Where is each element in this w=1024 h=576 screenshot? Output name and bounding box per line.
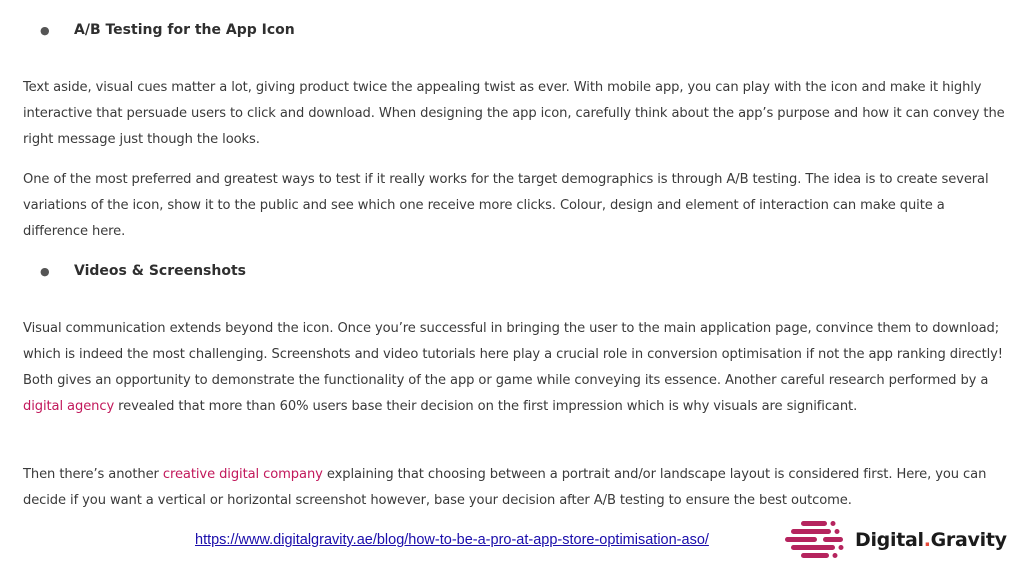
- creative-digital-company-link[interactable]: creative digital company: [162, 467, 323, 482]
- bullet-icon: ●: [40, 264, 50, 278]
- logo-dot: .: [923, 529, 931, 551]
- paragraph-ab-testing: One of the most preferred and greatest ways to test if it really works for the target demographics is through A/B testing. The idea is to create several variations of the icon, show it to the public and see which one receive more clicks. Colour, design and element of interaction can make quite a difference here.: [23, 172, 989, 239]
- paragraph-text: Visual communication extends beyond the icon. Once you’re successful in bringing the user to the main application page, convince them to download; which is indeed the most challenging. Screenshots and video tutorials here play a crucial role in conversion optimisation if not the app ranking directly! Both gives an opportunity to demonstrate the functionality of the app or game while conveying its essence. Another careful research performed by a: [23, 321, 1003, 388]
- paragraph-text: Then there’s another: [23, 467, 163, 482]
- paragraph-layout: [23, 462, 1008, 514]
- section-heading-videos: Videos & Screenshots: [74, 263, 246, 279]
- paragraph-visual-cues: Text aside, visual cues matter a lot, giving product twice the appealing twist as ever. With mobile app, you can play with the icon and make it highly interactive that persuade users to click and download. When designing the app icon, carefully think about the app’s purpose and how it can convey the right message just though the looks.: [23, 80, 1005, 147]
- source-url-link[interactable]: https://www.digitalgravity.ae/blog/how-to-be-a-pro-at-app-store-optimisation-aso/: [195, 532, 709, 548]
- bullet-videos: [40, 261, 246, 281]
- paragraph-text: revealed that more than 60% users base their decision on the first impression which is why visuals are significant.: [114, 399, 858, 414]
- logo-mark-icon: [785, 520, 847, 560]
- logo-word-gravity: Gravity: [930, 529, 1007, 551]
- paragraph-text: explaining that choosing between a portrait and/or landscape layout is considered first. Here, you can decide if you want a vertical or horizontal screenshot however, base your decision after A/B testing to ensure the best outcome.: [23, 467, 987, 508]
- section-heading-ab-testing: A/B Testing for the App Icon: [74, 22, 295, 38]
- logo-wordmark: [855, 529, 1007, 551]
- digital-agency-link[interactable]: digital agency: [23, 399, 115, 414]
- paragraph-visual-communication: [23, 316, 1008, 420]
- bullet-ab-testing: [40, 20, 295, 40]
- bullet-icon: ●: [40, 23, 50, 37]
- digital-gravity-logo: [785, 520, 1007, 560]
- logo-word-digital: Digital: [855, 529, 924, 551]
